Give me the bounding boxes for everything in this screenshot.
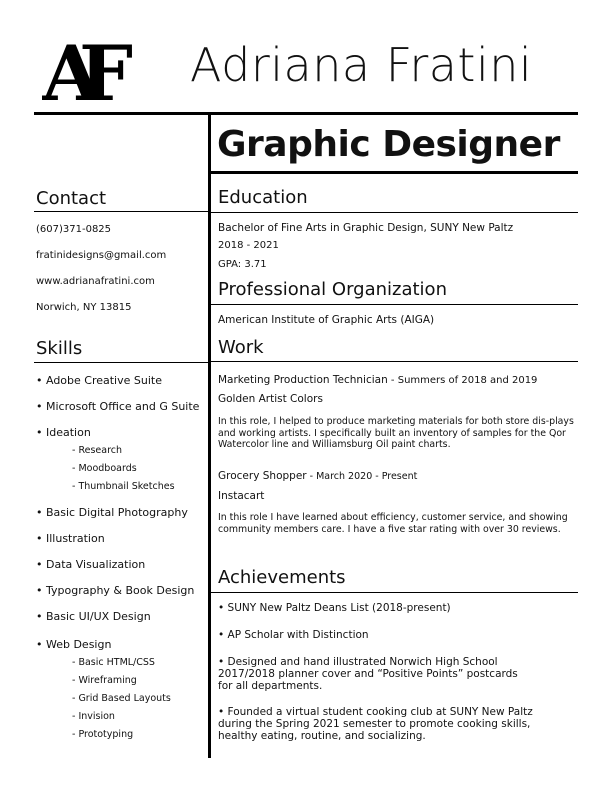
job-company: Golden Artist Colors <box>218 393 323 405</box>
contact-heading: Contact <box>36 188 107 209</box>
education-years: 2018 - 2021 <box>218 240 279 251</box>
organization-rule <box>211 304 578 305</box>
header-divider <box>34 112 578 115</box>
work-rule <box>211 361 578 362</box>
monogram-logo <box>42 38 162 106</box>
skill-subitem: - Grid Based Layouts <box>72 693 171 704</box>
skill-subitem: - Wireframing <box>72 675 137 686</box>
job-title-text: Marketing Production Technician <box>218 374 388 386</box>
skill-item: • Basic Digital Photography <box>36 506 188 519</box>
achievement-item: • SUNY New Paltz Deans List (2018-present) <box>218 602 451 614</box>
skill-item: • Data Visualization <box>36 558 146 571</box>
job-title-text: Grocery Shopper <box>218 470 307 482</box>
skill-subitem: - Invision <box>72 711 115 722</box>
skills-rule <box>34 362 208 363</box>
skill-item: • Ideation <box>36 426 91 439</box>
skills-heading: Skills <box>36 338 83 359</box>
skill-item: • Microsoft Office and G Suite <box>36 400 200 413</box>
job-company: Instacart <box>218 490 265 502</box>
contact-phone: (607)371-0825 <box>36 224 112 235</box>
svg-text:AF: AF <box>42 38 111 106</box>
skill-item: • Web Design <box>36 638 112 651</box>
achievement-item: • Founded a virtual student cooking club at SUNY New Paltz during the Spring 2021 semester to promote cooking skills, healthy eating, routine, and socializing. <box>218 706 533 742</box>
job-entry-title <box>218 470 417 482</box>
skill-subitem: - Moodboards <box>72 463 137 474</box>
contact-email: fratinidesigns@gmail.com <box>36 250 167 261</box>
skill-subitem: - Research <box>72 445 123 456</box>
organization-heading: Professional Organization <box>218 279 447 300</box>
achievements-rule <box>211 592 578 593</box>
job-description: In this role I have learned about efficiency, customer service, and showing community members care. I have a five star rating with over 30 reviews. <box>218 512 568 535</box>
skill-item: • Adobe Creative Suite <box>36 374 162 387</box>
organization-name: American Institute of Graphic Arts (AIGA) <box>218 314 435 326</box>
title-divider <box>211 171 578 174</box>
job-dates: - March 2020 - Present <box>306 471 418 482</box>
skill-item: • Illustration <box>36 532 105 545</box>
full-name: Adriana Fratini <box>190 38 533 92</box>
skill-subitem: - Prototyping <box>72 729 134 740</box>
job-description: In this role, I helped to produce marketing materials for both store dis-plays and working artists. I specifically built an inventory of samples for the Qor Watercolor line and Williamsburg Oil paint charts. <box>218 416 574 450</box>
education-gpa: GPA: 3.71 <box>218 259 267 270</box>
contact-rule <box>34 211 208 212</box>
column-divider <box>208 112 211 758</box>
education-heading: Education <box>218 187 308 208</box>
skill-subitem: - Basic HTML/CSS <box>72 657 155 668</box>
job-dates: - Summers of 2018 and 2019 <box>387 375 538 386</box>
contact-location: Norwich, NY 13815 <box>36 302 132 313</box>
achievements-heading: Achievements <box>218 567 346 588</box>
work-heading: Work <box>218 337 264 358</box>
skill-subitem: - Thumbnail Sketches <box>72 481 175 492</box>
job-title: Graphic Designer <box>217 124 560 165</box>
achievement-item: • AP Scholar with Distinction <box>218 629 369 641</box>
contact-website: www.adrianafratini.com <box>36 276 155 287</box>
job-entry-title <box>218 374 537 386</box>
skill-item: • Typography & Book Design <box>36 584 195 597</box>
skill-item: • Basic UI/UX Design <box>36 610 151 623</box>
education-degree: Bachelor of Fine Arts in Graphic Design, SUNY New Paltz <box>218 222 514 234</box>
education-rule <box>211 212 578 213</box>
achievement-item: • Designed and hand illustrated Norwich High School 2017/2018 planner cover and “Positive Points” postcards for all departments. <box>218 656 518 692</box>
